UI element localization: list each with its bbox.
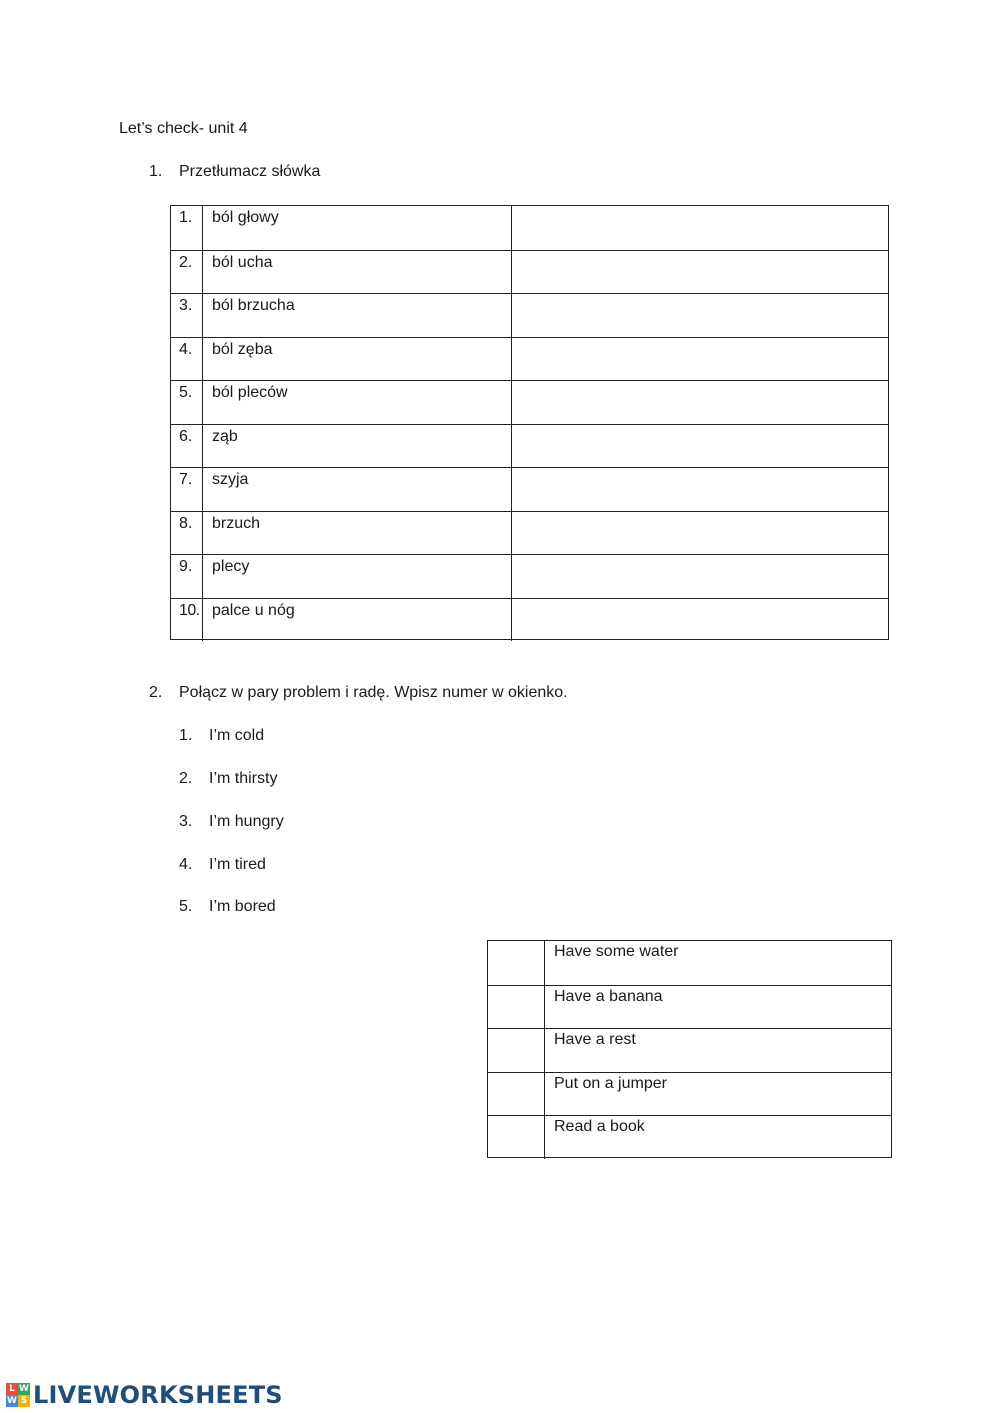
problem-number: 1. — [179, 727, 193, 744]
section-2-number: 2. — [149, 684, 163, 701]
polish-word: szyja — [203, 468, 512, 511]
table-row — [488, 1028, 891, 1072]
translation-answer-cell[interactable] — [512, 294, 888, 337]
problem-number: 5. — [179, 898, 193, 915]
answer-number-box[interactable] — [488, 1073, 545, 1116]
list-item — [179, 856, 266, 874]
table-row — [488, 1072, 891, 1116]
row-number: 8. — [171, 512, 203, 555]
translation-answer-cell[interactable] — [512, 251, 888, 294]
row-number: 7. — [171, 468, 203, 511]
advice-table — [487, 940, 892, 1158]
polish-word: brzuch — [203, 512, 512, 555]
logo-text: LIVEWORKSHEETS — [33, 1381, 283, 1409]
section-1-heading — [149, 163, 320, 181]
polish-word: ból brzucha — [203, 294, 512, 337]
translation-answer-cell[interactable] — [512, 512, 888, 555]
answer-number-box[interactable] — [488, 1116, 545, 1159]
table-row — [488, 941, 891, 985]
logo-mark-tile: W — [19, 1384, 29, 1394]
translation-answer-cell[interactable] — [512, 381, 888, 424]
advice-text: Read a book — [554, 1118, 645, 1136]
logo-mark-tile: W — [7, 1396, 17, 1406]
row-number: 4. — [171, 338, 203, 381]
advice-text: Put on a jumper — [554, 1074, 667, 1092]
problem-number: 3. — [179, 813, 193, 830]
table-row — [171, 511, 888, 555]
section-1-instruction: Przetłumacz słówka — [179, 163, 321, 180]
advice-text: Have a banana — [554, 987, 663, 1005]
row-number: 9. — [171, 555, 203, 598]
table-row — [171, 554, 888, 598]
polish-word: ból pleców — [203, 381, 512, 424]
polish-word: palce u nóg — [203, 599, 512, 642]
polish-word: plecy — [203, 555, 512, 598]
translation-answer-cell[interactable] — [512, 338, 888, 381]
table-row — [171, 598, 888, 642]
table-row — [171, 293, 888, 337]
section-2-instruction: Połącz w pary problem i radę. Wpisz numer w okienko. — [179, 684, 568, 701]
row-number: 3. — [171, 294, 203, 337]
translation-answer-cell[interactable] — [512, 468, 888, 511]
list-item — [179, 727, 264, 745]
polish-word: ząb — [203, 425, 512, 468]
problem-text: I’m tired — [209, 856, 266, 873]
row-number: 10. — [171, 599, 203, 642]
row-number: 5. — [171, 381, 203, 424]
table-row — [488, 985, 891, 1029]
translation-answer-cell[interactable] — [512, 425, 888, 468]
row-number: 1. — [171, 206, 203, 250]
logo-mark-tile: L — [6, 1383, 18, 1395]
document-title: Let’s check- unit 4 — [119, 120, 248, 137]
list-item — [179, 898, 276, 916]
polish-word: ból głowy — [203, 206, 512, 250]
translation-answer-cell[interactable] — [512, 555, 888, 598]
polish-word: ból zęba — [203, 338, 512, 381]
advice-text: Have some water — [554, 943, 679, 960]
problem-text: I’m cold — [209, 727, 265, 744]
table-row — [171, 380, 888, 424]
table-row — [171, 467, 888, 511]
table-row — [171, 337, 888, 381]
table-row — [171, 424, 888, 468]
section-2-heading — [149, 684, 568, 702]
answer-number-box[interactable] — [488, 941, 545, 985]
logo-mark-tile: S — [18, 1395, 30, 1407]
answer-number-box[interactable] — [488, 986, 545, 1029]
problem-text: I’m thirsty — [209, 770, 278, 787]
problem-text: I’m bored — [209, 898, 276, 915]
logo-mark-icon — [6, 1383, 30, 1407]
row-number: 6. — [171, 425, 203, 468]
translation-answer-cell[interactable] — [512, 206, 888, 250]
polish-word: ból ucha — [203, 251, 512, 294]
liveworksheets-logo[interactable] — [6, 1380, 283, 1410]
advice-text: Have a rest — [554, 1031, 636, 1049]
answer-number-box[interactable] — [488, 1029, 545, 1072]
list-item — [179, 813, 284, 831]
vocabulary-table — [170, 205, 889, 640]
table-row — [488, 1115, 891, 1159]
translation-answer-cell[interactable] — [512, 599, 888, 642]
problem-number: 4. — [179, 856, 193, 873]
list-item — [179, 770, 277, 788]
problem-text: I’m hungry — [209, 813, 284, 830]
problem-number: 2. — [179, 770, 193, 787]
table-row — [171, 206, 888, 250]
row-number: 2. — [171, 251, 203, 294]
section-1-number: 1. — [149, 163, 163, 180]
table-row — [171, 250, 888, 294]
